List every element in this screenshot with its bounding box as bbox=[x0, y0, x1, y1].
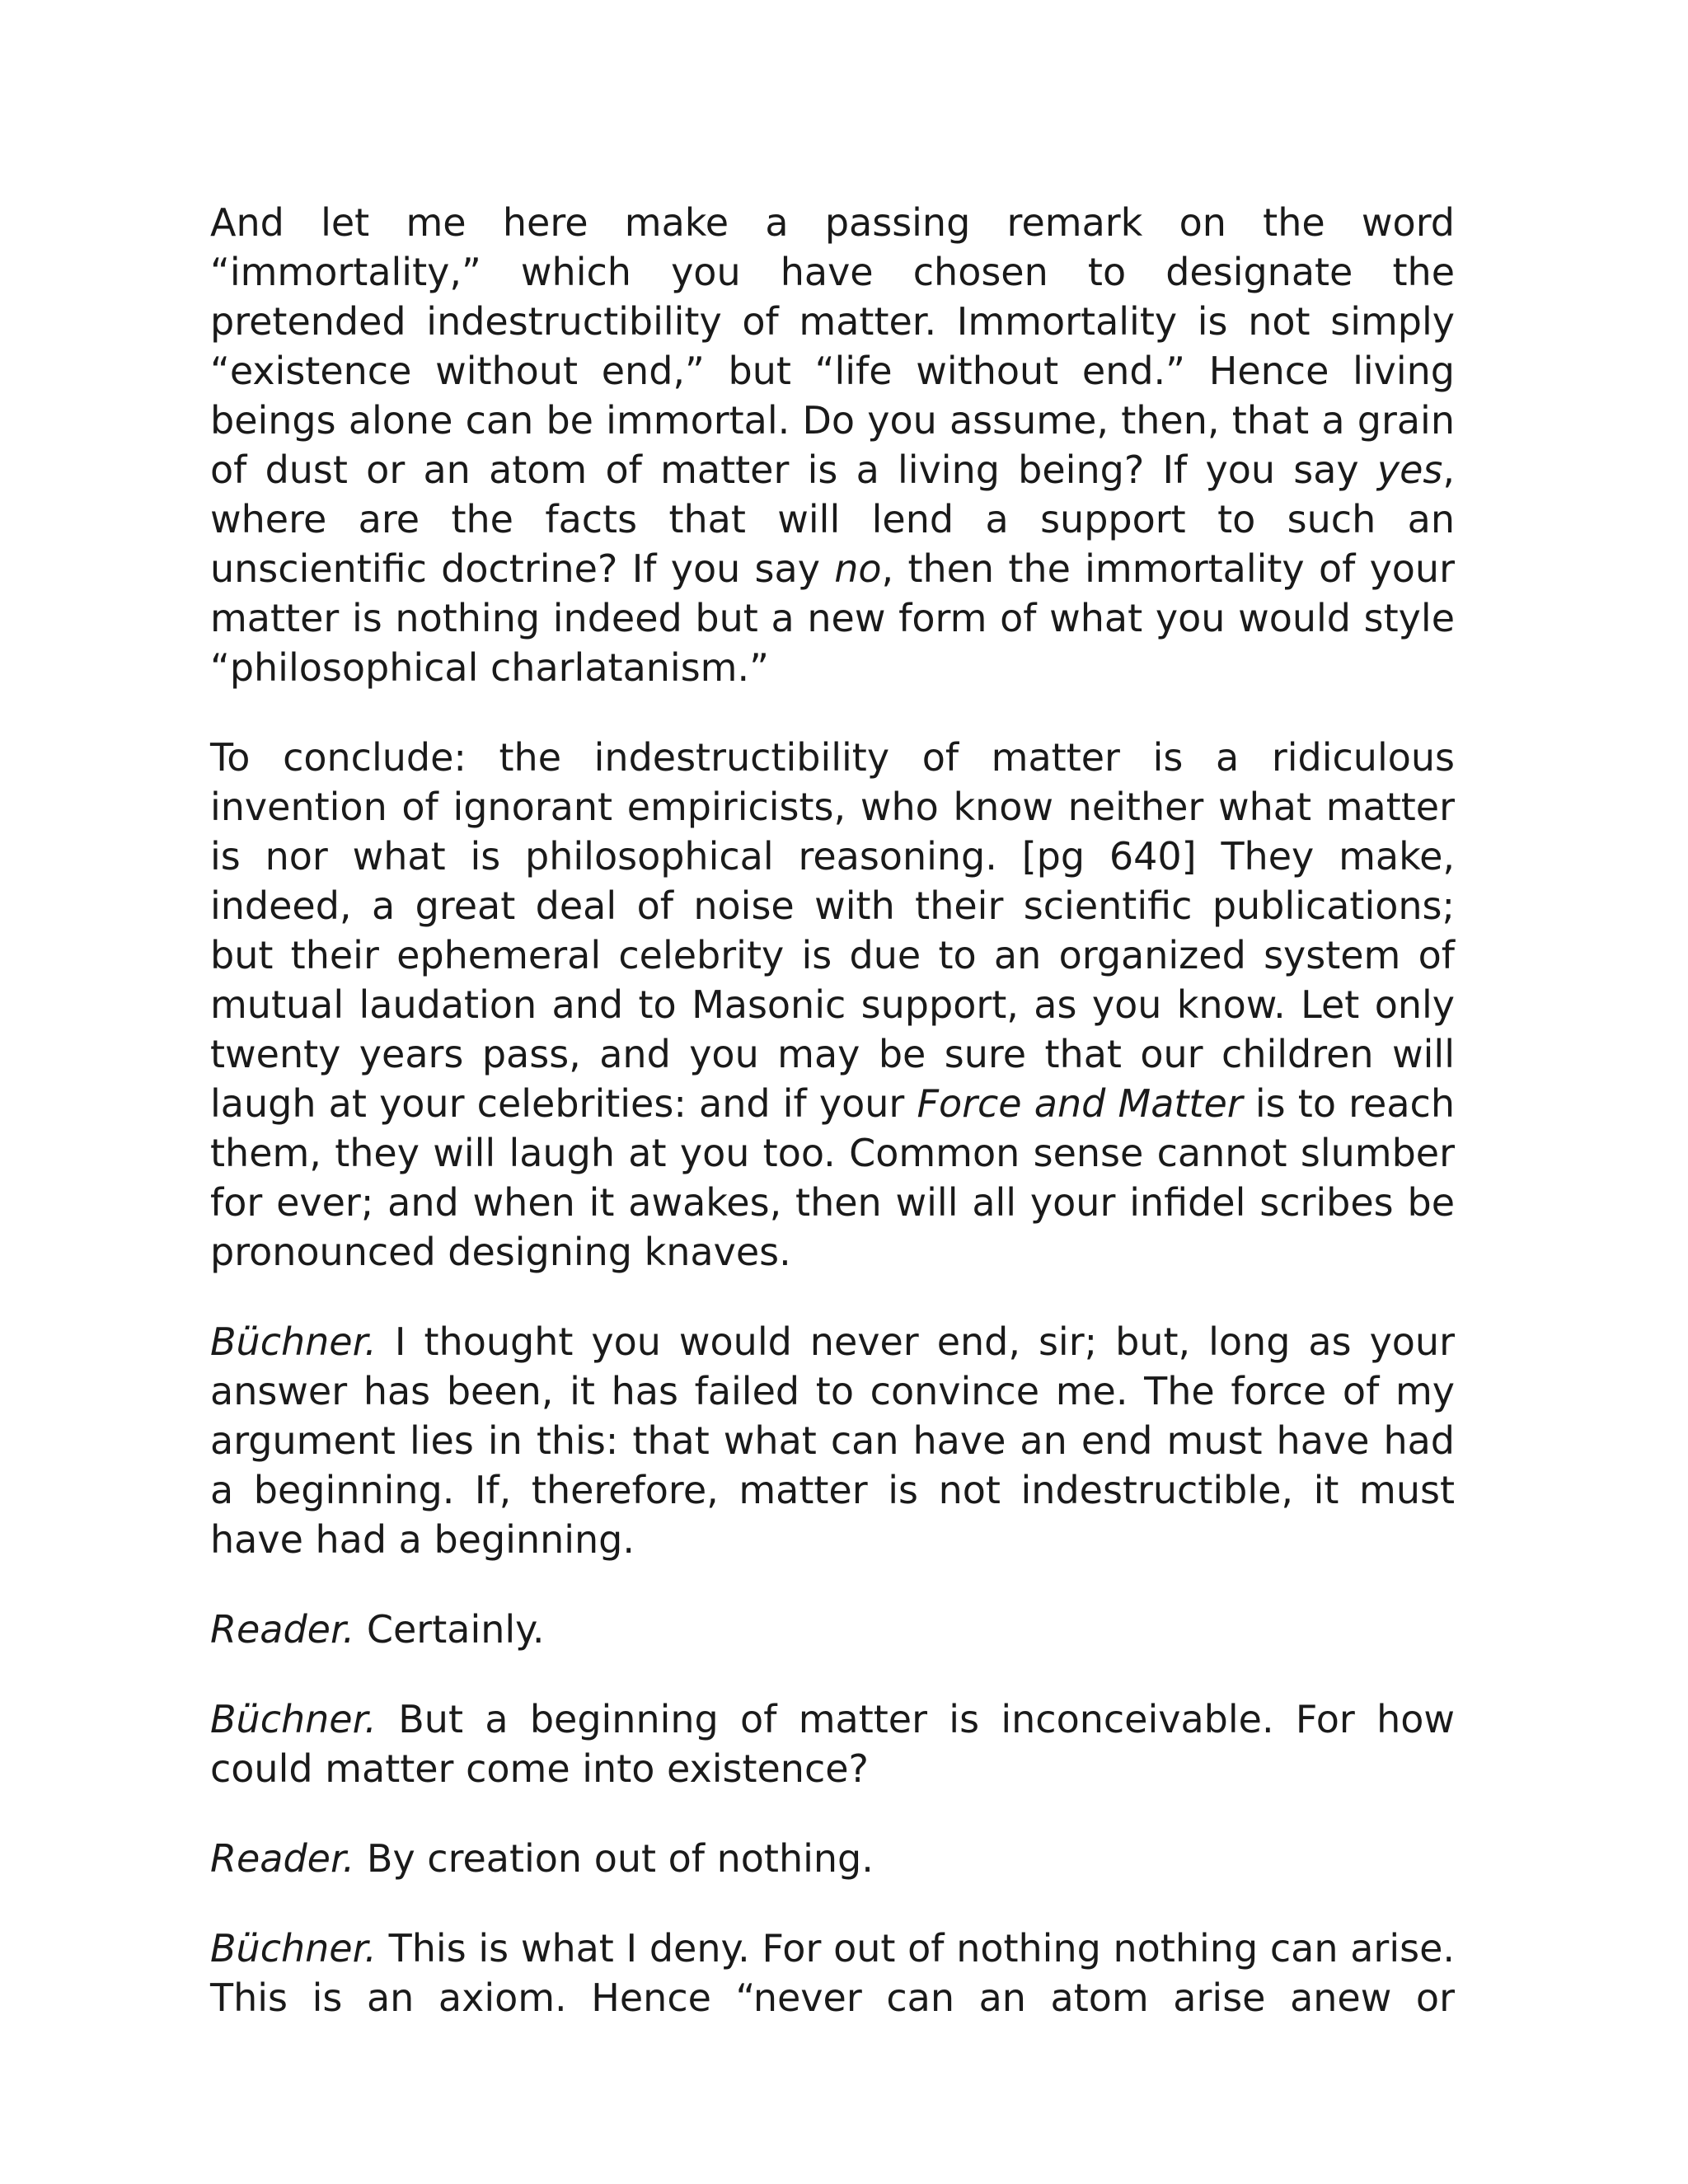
text-run: And let me here make a passing remark on the word “immortality,” which you have chosen to designate the pretended indestructibility of matter. Immortality is not simply “existence without end,” but “life without end.” Hence living beings alone can be immortal. Do you assume, then, that a grain of dust or an atom of matter is a living being? If you say bbox=[210, 200, 1455, 492]
paragraph-buchner-1 bbox=[210, 1317, 1455, 1564]
paragraph-conclusion bbox=[210, 733, 1455, 1277]
speaker-label: Büchner. bbox=[210, 1319, 377, 1364]
text-run: But a beginning of matter is inconceivable. For how could matter come into existence? bbox=[210, 1697, 1455, 1791]
text-run: , then the immortality of your matter is nothing indeed but a new form of what you would style “philosophical charlatanism.” bbox=[210, 546, 1455, 690]
speaker-label: Reader. bbox=[210, 1836, 355, 1881]
text-run: is to reach them, they will laugh at you too. Common sense cannot slumber for ever; and when it awakes, then will all your infidel scribes be pronounced designing knaves. bbox=[210, 1081, 1455, 1274]
text-run: To conclude: the indestructibility of matter is a ridiculous invention of ignorant empiricists, who know neither what matter is nor what is philosophical reasoning. [pg 640] They make, indeed, a great deal of noise with their scientific publications; but their ephemeral celebrity is due to an organized system of mutual laudation and to Masonic support, as you know. Let only twenty years pass, and you may be sure that our children will laugh at your celebrities: and if your bbox=[210, 735, 1455, 1126]
text-run: This is what I deny. For out of nothing nothing can arise. This is an axiom. Hence “never can an atom arise anew or bbox=[210, 1926, 1455, 2020]
text-run: Certainly. bbox=[354, 1607, 545, 1652]
document-page bbox=[210, 198, 1455, 2022]
paragraph-buchner-3 bbox=[210, 1924, 1455, 2022]
paragraph-reader-2 bbox=[210, 1834, 1455, 1883]
italic-run: no bbox=[834, 546, 882, 591]
paragraph-immortality bbox=[210, 198, 1455, 692]
text-run: , where are the facts that will lend a support to such an unscientific doctrine? If you say bbox=[210, 448, 1455, 591]
speaker-label: Reader. bbox=[210, 1607, 355, 1652]
italic-run: Force and Matter bbox=[917, 1081, 1243, 1126]
paragraph-buchner-2 bbox=[210, 1694, 1455, 1793]
speaker-label: Büchner. bbox=[210, 1926, 377, 1971]
italic-run: yes bbox=[1376, 448, 1443, 492]
text-run: I thought you would never end, sir; but, long as your answer has been, it has failed to convince me. The force of my argument lies in this: that what can have an end must have had a beginning. If, therefore, matter is not indestructible, it must have had a beginning. bbox=[210, 1319, 1455, 1562]
text-run: By creation out of nothing. bbox=[354, 1836, 874, 1881]
speaker-label: Büchner. bbox=[210, 1697, 377, 1741]
paragraph-reader-1 bbox=[210, 1605, 1455, 1654]
